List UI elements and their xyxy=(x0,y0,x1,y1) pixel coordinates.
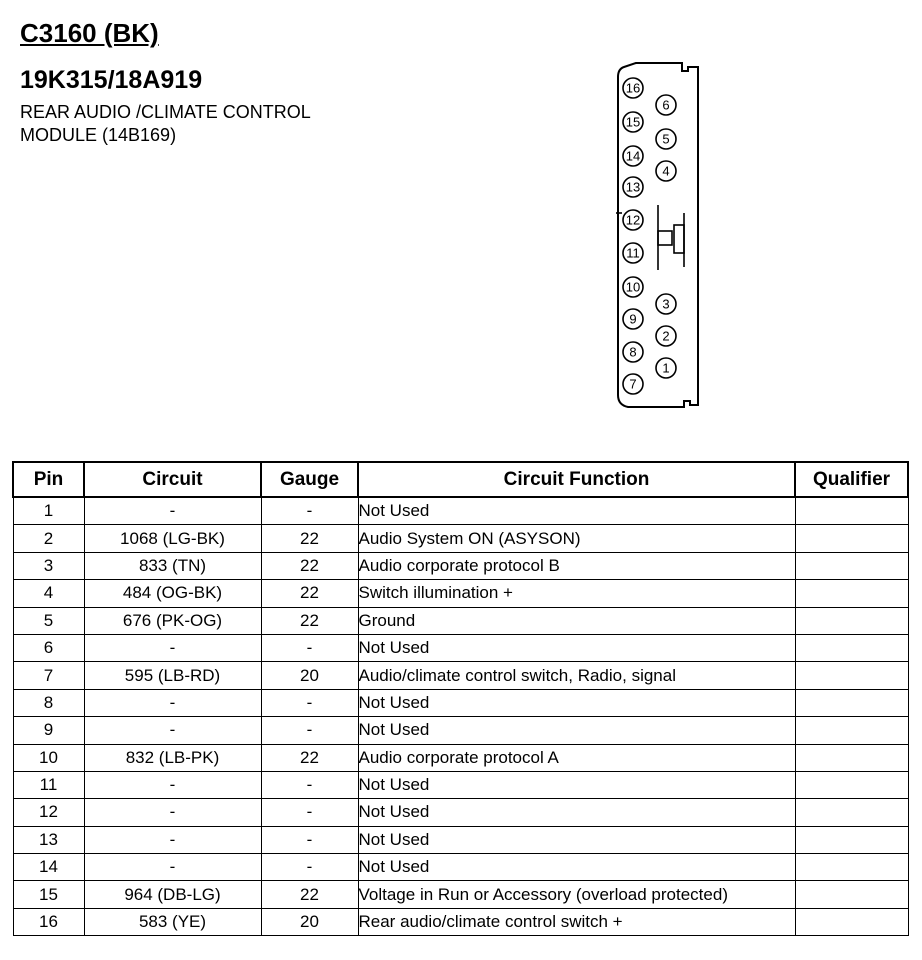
table-row xyxy=(13,580,908,607)
table-row xyxy=(13,497,908,525)
pin-number: 13 xyxy=(625,179,641,195)
cell-function: Not Used xyxy=(358,497,795,525)
cell-circuit: 964 (DB-LG) xyxy=(84,881,261,908)
table-row xyxy=(13,881,908,908)
pin-column-right xyxy=(656,95,676,378)
connector-pin-13 xyxy=(623,177,643,197)
cell-circuit: - xyxy=(84,689,261,716)
connector-pin-12 xyxy=(623,210,643,230)
header-circuit-function: Circuit Function xyxy=(358,462,795,497)
pin-number: 9 xyxy=(629,311,637,327)
connector-face-diagram xyxy=(600,55,720,420)
module-description-line-1: REAR AUDIO /CLIMATE CONTROL xyxy=(20,102,311,122)
cell-gauge: - xyxy=(261,826,358,853)
cell-gauge: - xyxy=(261,497,358,525)
table-row xyxy=(13,908,908,935)
cell-gauge: - xyxy=(261,799,358,826)
cell-qualifier xyxy=(795,881,908,908)
pin-number: 16 xyxy=(625,80,641,96)
header-pin: Pin xyxy=(13,462,84,497)
connector-pin-1 xyxy=(656,358,676,378)
header-gauge: Gauge xyxy=(261,462,358,497)
part-number: 19K315/18A919 xyxy=(20,66,203,94)
cell-function: Ground xyxy=(358,607,795,634)
pin-number: 15 xyxy=(625,114,641,130)
connector-pin-2 xyxy=(656,326,676,346)
cell-circuit: - xyxy=(84,826,261,853)
connector-id-title: C3160 (BK) xyxy=(20,18,159,48)
connector-pin-6 xyxy=(656,95,676,115)
cell-gauge: 22 xyxy=(261,744,358,771)
cell-function: Not Used xyxy=(358,771,795,798)
cell-circuit: 832 (LB-PK) xyxy=(84,744,261,771)
pin-column-left xyxy=(623,78,643,394)
cell-function: Audio/climate control switch, Radio, signal xyxy=(358,662,795,689)
table-header-row xyxy=(13,462,908,497)
connector-pin-3 xyxy=(656,294,676,314)
connector-pin-16 xyxy=(623,78,643,98)
table-row xyxy=(13,525,908,552)
connector-pin-15 xyxy=(623,112,643,132)
cell-pin: 8 xyxy=(13,689,84,716)
cell-pin: 6 xyxy=(13,634,84,661)
cell-pin: 13 xyxy=(13,826,84,853)
pin-number: 10 xyxy=(625,279,641,295)
cell-qualifier xyxy=(795,580,908,607)
table-row xyxy=(13,662,908,689)
cell-pin: 2 xyxy=(13,525,84,552)
table-row xyxy=(13,552,908,579)
cell-qualifier xyxy=(795,689,908,716)
pin-number: 1 xyxy=(662,360,670,376)
cell-function: Not Used xyxy=(358,799,795,826)
connector-pin-8 xyxy=(623,342,643,362)
cell-gauge: 20 xyxy=(261,662,358,689)
cell-qualifier xyxy=(795,826,908,853)
header-qualifier: Qualifier xyxy=(795,462,908,497)
cell-circuit: 1068 (LG-BK) xyxy=(84,525,261,552)
pinout-table xyxy=(12,461,909,936)
cell-function: Not Used xyxy=(358,689,795,716)
cell-pin: 4 xyxy=(13,580,84,607)
connector-pin-4 xyxy=(656,161,676,181)
cell-circuit: - xyxy=(84,799,261,826)
cell-function: Not Used xyxy=(358,717,795,744)
cell-qualifier xyxy=(795,525,908,552)
table-row xyxy=(13,607,908,634)
table-row xyxy=(13,717,908,744)
table-row xyxy=(13,689,908,716)
cell-qualifier xyxy=(795,662,908,689)
pin-number: 11 xyxy=(626,245,640,261)
table-row xyxy=(13,826,908,853)
cell-function: Audio System ON (ASYSON) xyxy=(358,525,795,552)
cell-qualifier xyxy=(795,854,908,881)
pin-number: 14 xyxy=(625,148,641,164)
cell-gauge: - xyxy=(261,854,358,881)
connector-pin-14 xyxy=(623,146,643,166)
connector-pin-7 xyxy=(623,374,643,394)
cell-pin: 12 xyxy=(13,799,84,826)
pin-number: 12 xyxy=(625,212,641,228)
cell-circuit: - xyxy=(84,717,261,744)
table-row xyxy=(13,771,908,798)
cell-gauge: - xyxy=(261,771,358,798)
cell-circuit: - xyxy=(84,854,261,881)
connector-pin-11 xyxy=(623,243,643,263)
cell-qualifier xyxy=(795,744,908,771)
cell-function: Not Used xyxy=(358,826,795,853)
table-row xyxy=(13,744,908,771)
cell-circuit: 583 (YE) xyxy=(84,908,261,935)
cell-function: Not Used xyxy=(358,854,795,881)
cell-function: Audio corporate protocol A xyxy=(358,744,795,771)
pin-number: 6 xyxy=(662,97,670,113)
connector-pin-10 xyxy=(623,277,643,297)
pin-number: 8 xyxy=(629,344,637,360)
cell-gauge: 22 xyxy=(261,580,358,607)
cell-function: Audio corporate protocol B xyxy=(358,552,795,579)
cell-qualifier xyxy=(795,908,908,935)
pin-number: 2 xyxy=(662,328,670,344)
cell-circuit: 484 (OG-BK) xyxy=(84,580,261,607)
cell-circuit: 833 (TN) xyxy=(84,552,261,579)
cell-pin: 9 xyxy=(13,717,84,744)
cell-pin: 7 xyxy=(13,662,84,689)
cell-function: Switch illumination + xyxy=(358,580,795,607)
cell-gauge: - xyxy=(261,689,358,716)
table-row xyxy=(13,854,908,881)
cell-function: Rear audio/climate control switch + xyxy=(358,908,795,935)
cell-function: Voltage in Run or Accessory (overload protected) xyxy=(358,881,795,908)
table-row xyxy=(13,634,908,661)
table-row xyxy=(13,799,908,826)
cell-pin: 14 xyxy=(13,854,84,881)
connector-pin-5 xyxy=(656,129,676,149)
cell-pin: 5 xyxy=(13,607,84,634)
cell-pin: 3 xyxy=(13,552,84,579)
cell-circuit: - xyxy=(84,771,261,798)
cell-gauge: - xyxy=(261,634,358,661)
cell-qualifier xyxy=(795,717,908,744)
cell-qualifier xyxy=(795,552,908,579)
cell-pin: 1 xyxy=(13,497,84,525)
cell-function: Not Used xyxy=(358,634,795,661)
cell-pin: 11 xyxy=(13,771,84,798)
connector-pin-9 xyxy=(623,309,643,329)
cell-gauge: 22 xyxy=(261,881,358,908)
cell-circuit: - xyxy=(84,497,261,525)
cell-gauge: 22 xyxy=(261,525,358,552)
cell-pin: 16 xyxy=(13,908,84,935)
cell-circuit: 595 (LB-RD) xyxy=(84,662,261,689)
cell-gauge: - xyxy=(261,717,358,744)
cell-gauge: 22 xyxy=(261,552,358,579)
cell-qualifier xyxy=(795,799,908,826)
header-circuit: Circuit xyxy=(84,462,261,497)
module-description-line-2: MODULE (14B169) xyxy=(20,125,177,145)
cell-qualifier xyxy=(795,634,908,661)
cell-qualifier xyxy=(795,607,908,634)
pin-number: 4 xyxy=(662,163,670,179)
cell-pin: 10 xyxy=(13,744,84,771)
cell-qualifier xyxy=(795,497,908,525)
cell-qualifier xyxy=(795,771,908,798)
pin-number: 5 xyxy=(662,131,670,147)
pin-number: 3 xyxy=(662,296,670,312)
cell-pin: 15 xyxy=(13,881,84,908)
cell-gauge: 22 xyxy=(261,607,358,634)
cell-gauge: 20 xyxy=(261,908,358,935)
cell-circuit: 676 (PK-OG) xyxy=(84,607,261,634)
module-description xyxy=(20,101,380,147)
pin-number: 7 xyxy=(629,376,637,392)
cell-circuit: - xyxy=(84,634,261,661)
